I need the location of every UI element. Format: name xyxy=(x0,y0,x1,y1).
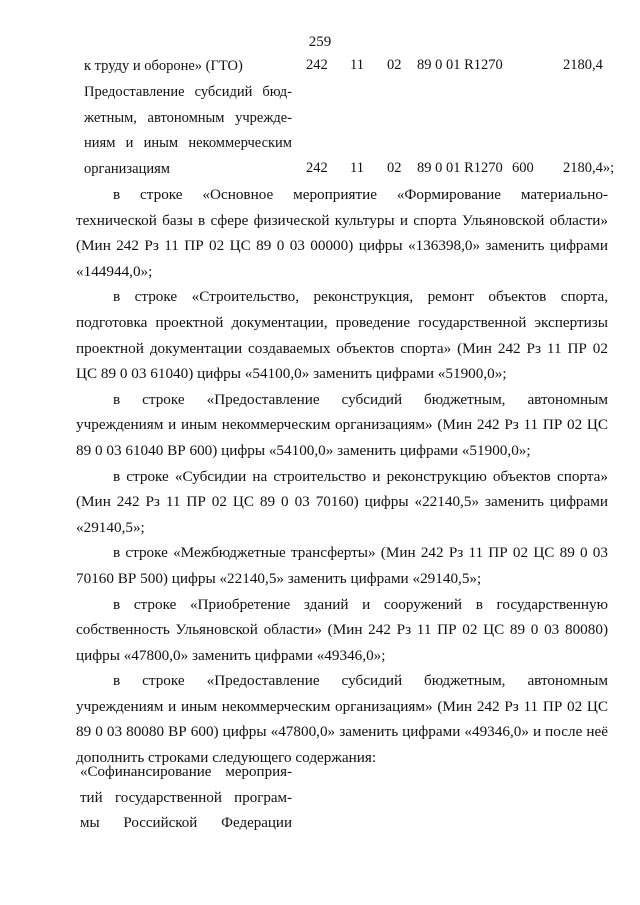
page-number: 259 xyxy=(308,34,332,50)
paragraph-5: в строке «Межбюджетные трансферты» (Мин 242 Рз 11 ПР 02 ЦС 89 0 03 70160 ВР 500) цифры «22140,5» заменить цифрами «29140,5»; xyxy=(76,544,608,587)
table-row-2-cs: 89 0 01 R1270 xyxy=(417,160,503,176)
paragraph-2: в строке «Строительство, реконструкция, ремонт объектов спорта, подготовка проектной документации, проведение государственной экспертизы проектной документации создаваемых объектов спорта» (Мин 242 Рз 11 ПР 02 ЦС 89 0 03 61040) цифры «54100,0» заменить цифрами «51900,0»; xyxy=(76,288,608,383)
table-row-2-name-line-2: жетным, автономным учрежде- xyxy=(84,109,292,126)
table-row-1-rz: 11 xyxy=(350,57,364,73)
closing-table-name xyxy=(80,760,292,837)
amendments-body xyxy=(76,182,608,771)
table-row-2-name-line-3: ниям и иным некоммерческим xyxy=(84,135,292,151)
table-row-1-name-line-1: к труду и обороне» (ГТО) xyxy=(84,58,243,74)
table-row-2-sum: 2180,4»; xyxy=(563,160,615,176)
paragraph-3: в строке «Предоставление субсидий бюджетным, автономным учреждениям и иным некоммерческим организациям» (Мин 242 Рз 11 ПР 02 ЦС 89 0 03 61040 ВР 600) цифры «54100,0» заменить цифрами «51900,0»; xyxy=(76,390,608,459)
table-row-2-name xyxy=(84,80,292,182)
table-row-1-cs: 89 0 01 R1270 xyxy=(417,57,503,73)
table-row-2-min: 242 xyxy=(306,160,328,176)
paragraph-4: в строке «Субсидии на строительство и реконструкцию объектов спорта» (Мин 242 Рз 11 ПР 02 ЦС 89 0 03 70160) цифры «22140,5» заменить цифрами «29140,5»; xyxy=(76,467,608,536)
paragraph-6: в строке «Приобретение зданий и сооружений в государственную собственность Ульяновской области» (Мин 242 Рз 11 ПР 02 ЦС 89 0 03 80080) цифры «47800,0» заменить цифрами «49346,0»; xyxy=(76,595,608,664)
paragraph-7: в строке «Предоставление субсидий бюджетным, автономным учреждениям и иным некоммерческим организациям» (Мин 242 Рз 11 ПР 02 ЦС 89 0 03 80080 ВР 600) цифры «47800,0» заменить цифрами «49346,0» и после неё дополнить строками следующего содержания: xyxy=(76,672,608,767)
table-row-1-pr: 02 xyxy=(387,57,402,73)
table-row-2-name-line-4: организациям xyxy=(84,160,170,177)
table-row-1-min: 242 xyxy=(306,57,328,73)
table-row-2-name-line-1: Предоставление субсидий бюд- xyxy=(84,84,292,100)
table-row-1-name xyxy=(84,54,292,80)
table-row-2-vr: 600 xyxy=(512,160,534,176)
closing-line-2: тий государственной програм- xyxy=(80,789,292,806)
closing-line-3: мы Российской Федерации xyxy=(80,815,292,831)
closing-line-1: «Софинансирование мероприя- xyxy=(80,764,292,780)
table-row-2-pr: 02 xyxy=(387,160,402,176)
table-row-1-sum: 2180,4 xyxy=(563,57,603,73)
paragraph-1: в строке «Основное мероприятие «Формирование материально-технической базы в сфере физической культуры и спорта Ульяновской области» (Мин 242 Рз 11 ПР 02 ЦС 89 0 03 00000) цифры «136398,0» заменить цифрами «144944,0»; xyxy=(76,186,608,280)
table-row-2-rz: 11 xyxy=(350,160,364,176)
